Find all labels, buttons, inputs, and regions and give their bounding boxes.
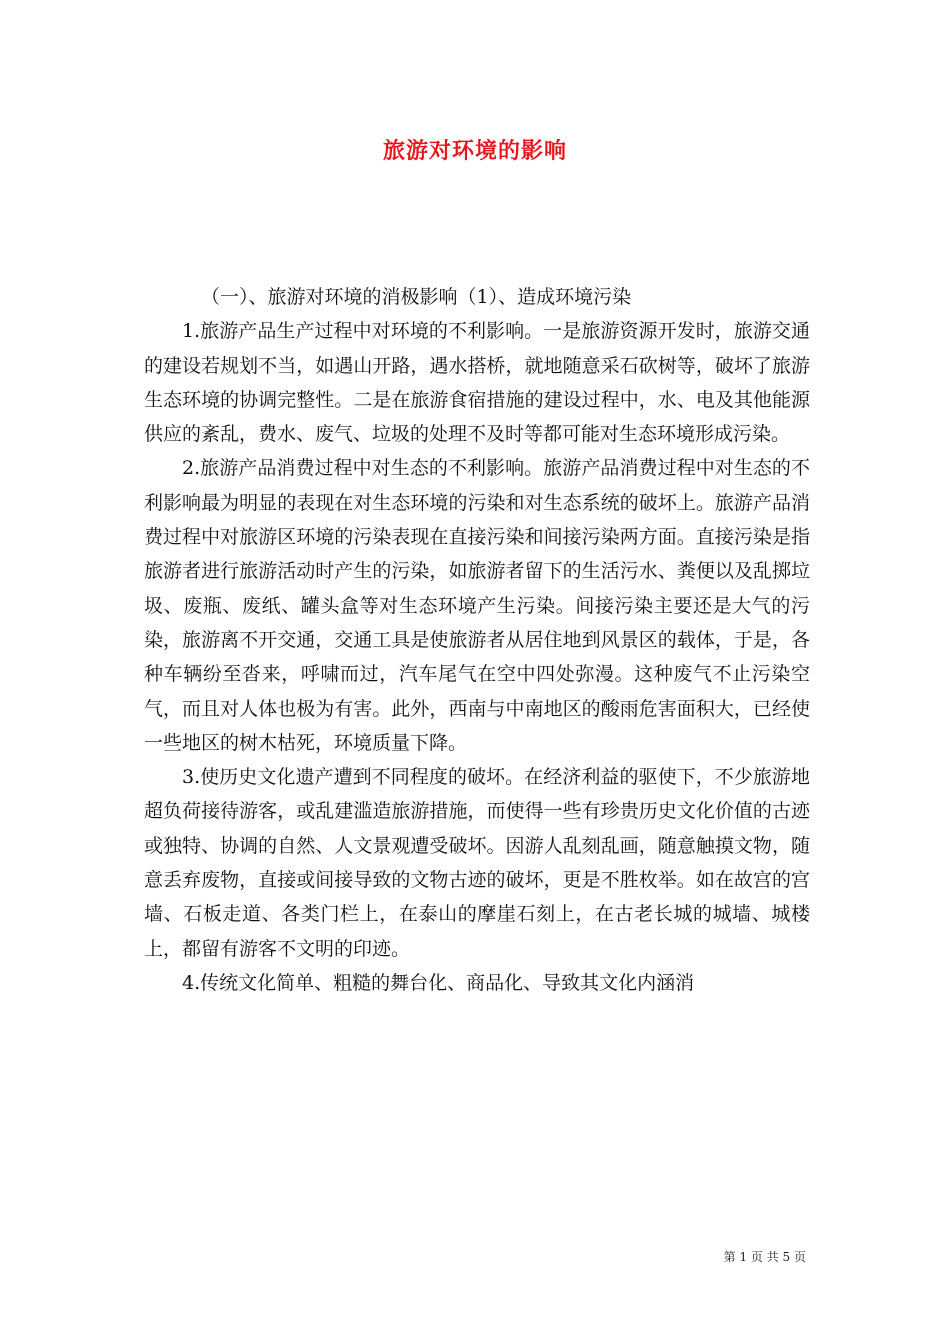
document-title: 旅游对环境的影响 [382,138,567,164]
paragraph-1: 1.旅游产品生产过程中对环境的不利影响。一是旅游资源开发时，旅游交通的建设若规划不当，如遇山开路，遇水搭桥，就地随意采石砍树等，破坏了旅游生态环境的协调完整性。二是在旅游食宿措施的建设过程中，水、电及其他能源供应的紊乱，费水、废气、垃圾的处理不及时等都可能对生态环境形成污染。 [144,320,810,446]
document-body [144,280,810,1000]
page-number: 第 1 页 共 5 页 [723,1250,806,1264]
paragraph-3: 3.使历史文化遗产遭到不同程度的破坏。在经济利益的驱使下，不少旅游地超负荷接待游客，或乱建滥造旅游措施，而使得一些有珍贵历史文化价值的古迹或独特、协调的自然、人文景观遭受破坏。因游人乱刻乱画，随意触摸文物，随意丢弃废物，直接或间接导致的文物古迹的破坏，更是不胜枚举。如在故宫的宫墙、石板走道、各类门栏上，在泰山的摩崖石刻上，在古老长城的城墙、城楼上，都留有游客不文明的印迹。 [144,766,810,960]
section-heading: （一）、旅游对环境的消极影响（1）、造成环境污染 [201,286,632,308]
paragraph-2: 2.旅游产品消费过程中对生态的不利影响。旅游产品消费过程中对生态的不利影响最为明显的表现在对生态环境的污染和对生态系统的破坏上。旅游产品消费过程中对旅游区环境的污染表现在直接污染和间接污染两方面。直接污染是指旅游者进行旅游活动时产生的污染，如旅游者留下的生活污水、粪便以及乱掷垃圾、废瓶、废纸、罐头盒等对生态环境产生污染。间接污染主要还是大气的污染，旅游离不开交通，交通工具是使旅游者从居住地到风景区的载体，于是，各种车辆纷至沓来，呼啸而过，汽车尾气在空中四处弥漫。这种废气不止污染空气，而且对人体也极为有害。此外，西南与中南地区的酸雨危害面积大，已经使一些地区的树木枯死，环境质量下降。 [144,457,810,754]
paragraph-4: 4.传统文化简单、粗糙的舞台化、商品化、导致其文化内涵消 [182,971,695,994]
